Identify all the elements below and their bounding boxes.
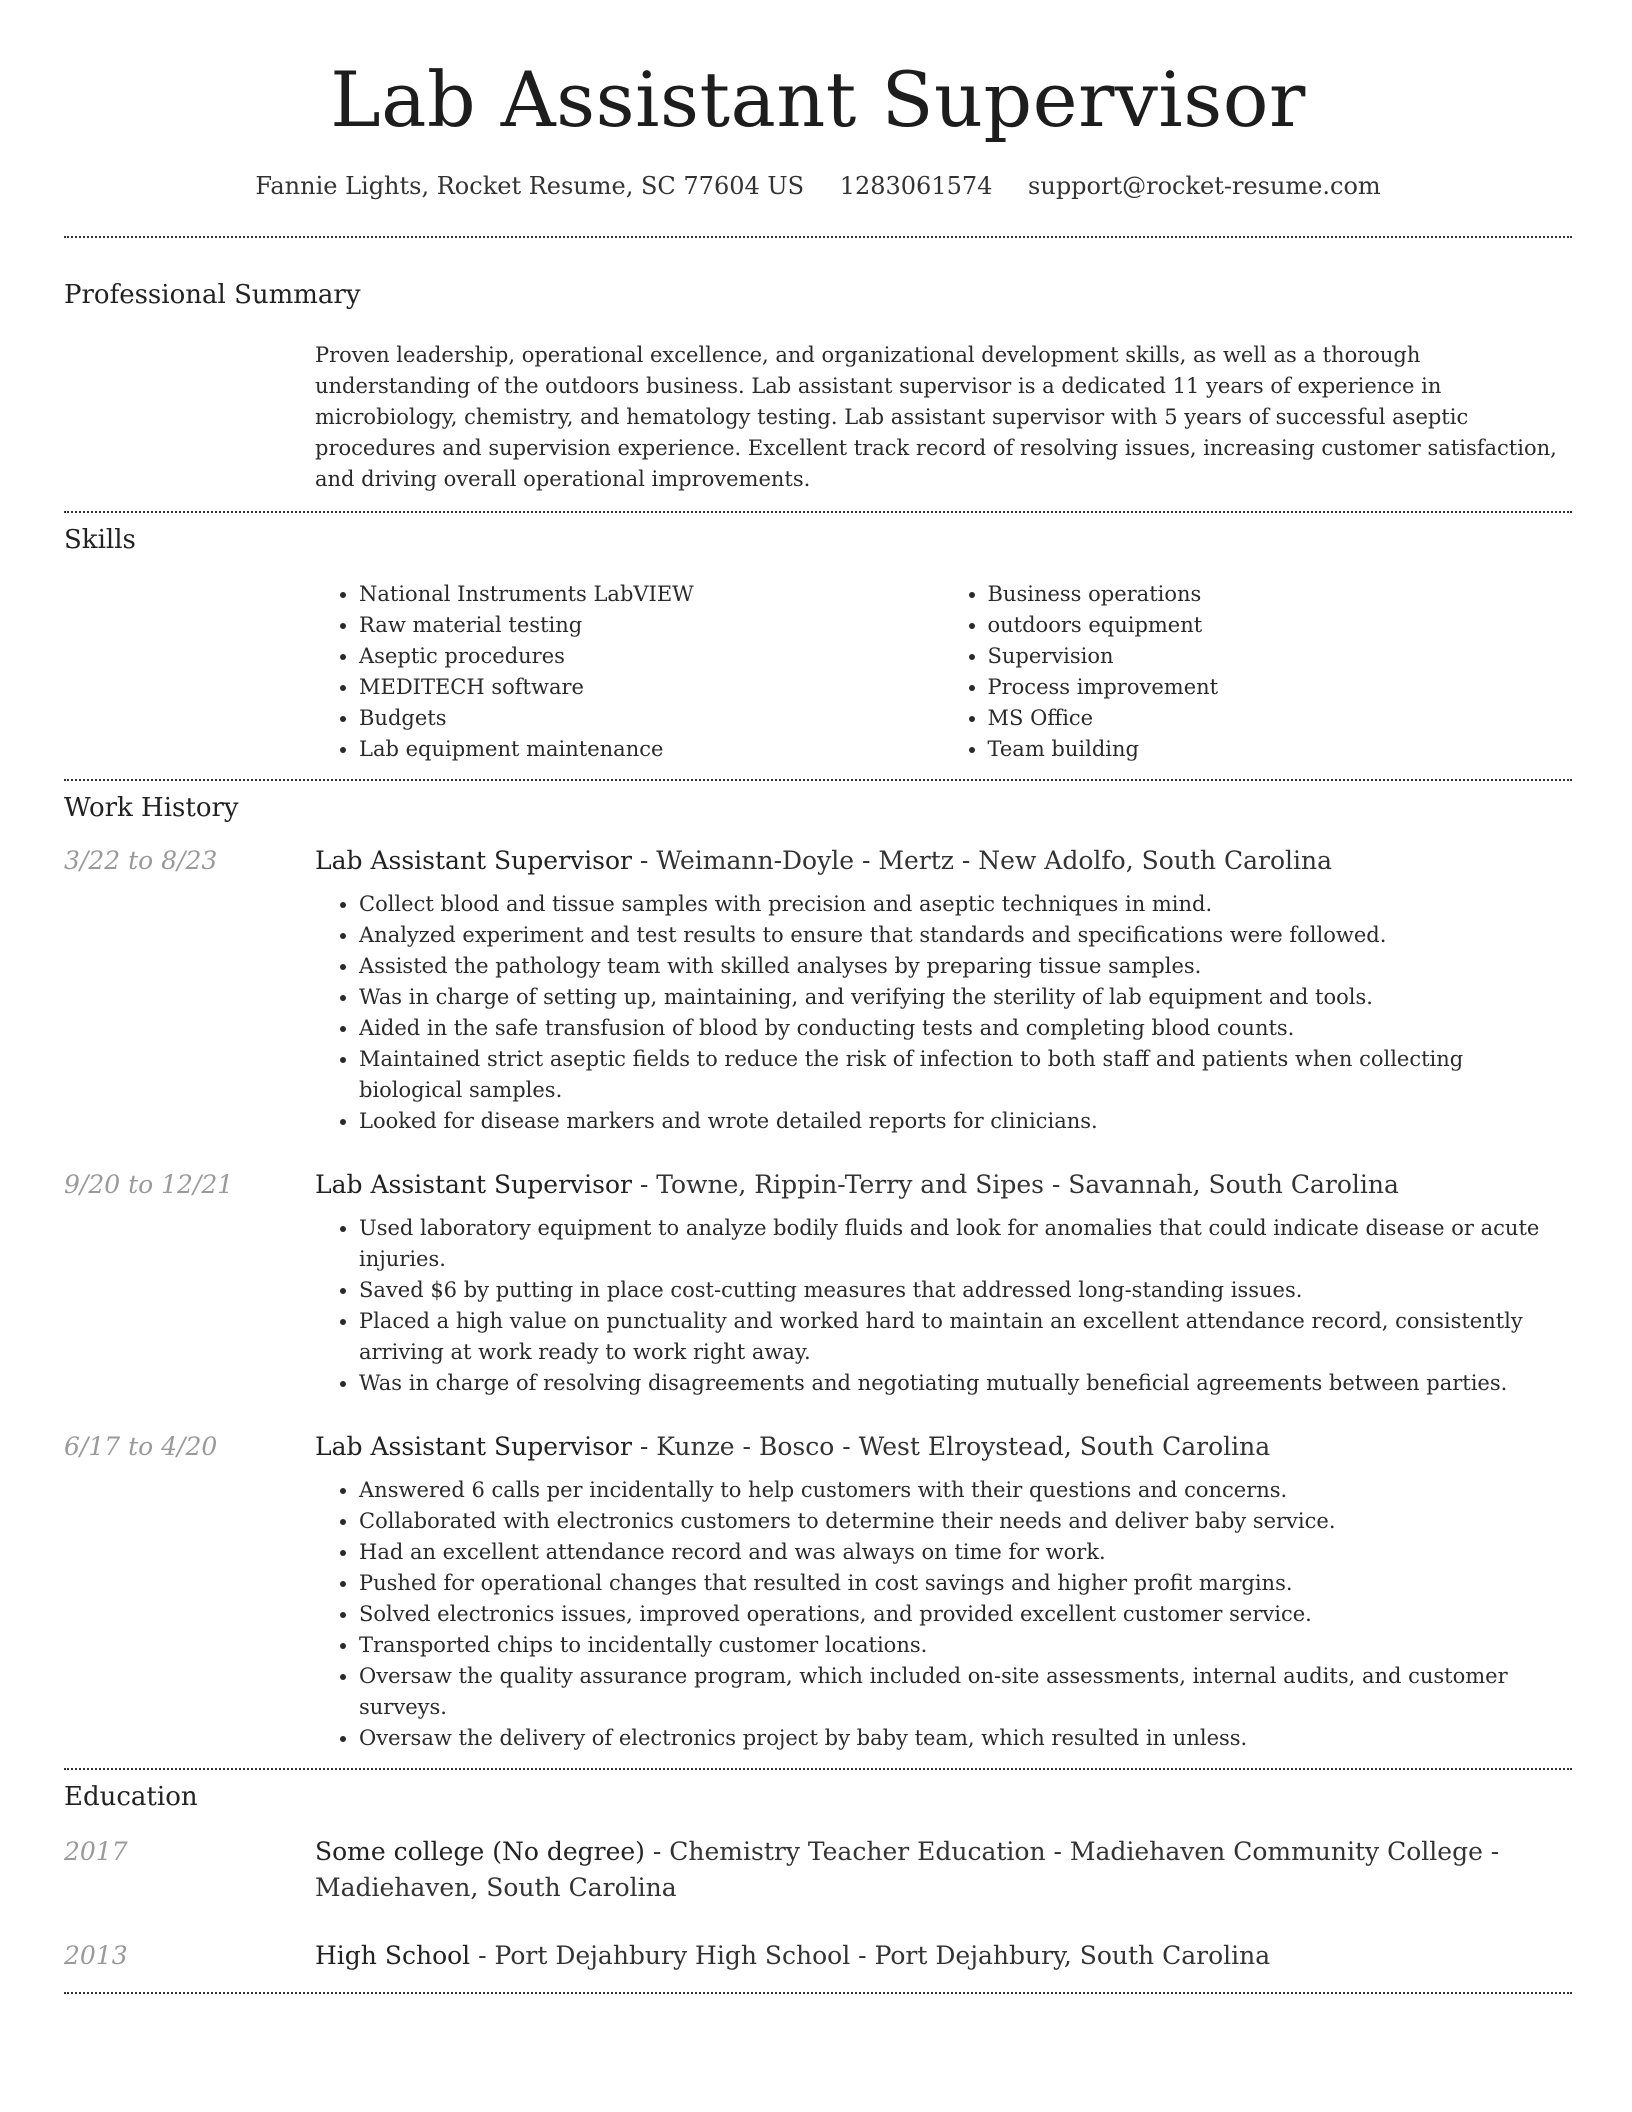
job-bullet: • Analyzed experiment and test results to ensure that standards and specifications were followed.: [359, 920, 1572, 951]
job-entry: [64, 1167, 1572, 1203]
skill-item: • National Instruments LabVIEW: [359, 579, 944, 610]
education-heading-line: [315, 1938, 1270, 1974]
skill-item: • Supervision: [988, 641, 1573, 672]
skills-list: [315, 579, 1572, 765]
job-employer: - Weimann-Doyle - Mertz - New Adolfo, South Carolina: [631, 846, 1332, 875]
job-bullet: • Assisted the pathology team with skilled analyses by preparing tissue samples.: [359, 951, 1572, 982]
divider: [64, 1992, 1572, 1994]
education-degree: Some college (No degree): [315, 1837, 645, 1866]
job-bullet: • Transported chips to incidentally customer locations.: [359, 1630, 1572, 1661]
job-bullet: • Used laboratory equipment to analyze bodily fluids and look for anomalies that could indicate disease or acute injuries.: [359, 1213, 1572, 1275]
job-dates: 6/17 to 4/20: [64, 1432, 218, 1461]
summary-text: Proven leadership, operational excellence, and organizational development skills, as well as a thorough understanding of the outdoors business. Lab assistant supervisor is a dedicated 11 years of experience in microbiology, chemistry, and hematology testing. Lab assistant supervisor with 5 years of successful aseptic procedures and supervision experience. Excellent track record of resolving issues, increasing customer satisfaction, and driving overall operational improvements.: [315, 343, 1557, 491]
job-heading: [315, 1167, 1399, 1203]
skill-item: • Budgets: [359, 703, 944, 734]
job-bullets: [315, 1475, 1572, 1754]
contact-phone: 1283061574: [839, 172, 993, 200]
job-entry: [64, 1429, 1572, 1465]
education-degree: High School: [315, 1941, 471, 1970]
job-bullet: • Looked for disease markers and wrote detailed reports for clinicians.: [359, 1106, 1572, 1137]
job-bullet: • Oversaw the delivery of electronics project by baby team, which resulted in unless.: [359, 1723, 1572, 1754]
job-bullet: • Answered 6 calls per incidentally to help customers with their questions and concerns.: [359, 1475, 1572, 1506]
job-bullet: • Oversaw the quality assurance program, which included on-site assessments, internal audits, and customer surveys.: [359, 1661, 1572, 1723]
education-heading: Education: [64, 1782, 198, 1812]
job-bullets: [315, 889, 1572, 1137]
skill-item: • Process improvement: [988, 672, 1573, 703]
divider: [64, 1768, 1572, 1770]
job-bullet: • Collaborated with electronics customers to determine their needs and deliver baby service.: [359, 1506, 1572, 1537]
job-dates: 3/22 to 8/23: [64, 846, 218, 875]
job-bullet: • Was in charge of resolving disagreements and negotiating mutually beneficial agreements between parties.: [359, 1368, 1572, 1399]
contact-address: Fannie Lights, Rocket Resume, SC 77604 US: [255, 172, 805, 200]
skill-item: • Business operations: [988, 579, 1573, 610]
job-bullet: • Maintained strict aseptic fields to reduce the risk of infection to both staff and patients when collecting biological samples.: [359, 1044, 1572, 1106]
summary-heading: Professional Summary: [64, 280, 361, 310]
job-title: Lab Assistant Supervisor: [315, 1170, 632, 1199]
job-bullet: • Solved electronics issues, improved operations, and provided excellent customer service.: [359, 1599, 1572, 1630]
skill-item: • Aseptic procedures: [359, 641, 944, 672]
job-bullet: • Was in charge of setting up, maintaining, and verifying the sterility of lab equipment and tools.: [359, 982, 1572, 1013]
job-employer: - Kunze - Bosco - West Elroystead, South Carolina: [631, 1432, 1271, 1461]
skills-column-left: [315, 579, 944, 765]
education-school: - Port Dejahbury High School - Port Dejahbury, South Carolina: [470, 1941, 1271, 1970]
job-heading: [315, 843, 1332, 879]
skill-item: • Raw material testing: [359, 610, 944, 641]
skills-column-right: [944, 579, 1573, 765]
job-bullet: • Placed a high value on punctuality and worked hard to maintain an excellent attendance record, consistently arriving at work ready to work right away.: [359, 1306, 1572, 1368]
skill-item: • outdoors equipment: [988, 610, 1573, 641]
education-year: 2017: [64, 1837, 128, 1866]
skill-item: • MEDITECH software: [359, 672, 944, 703]
education-entry: [64, 1834, 1572, 1906]
work-heading: Work History: [64, 793, 239, 823]
resume-page: [64, 0, 1572, 1994]
job-bullet: • Collect blood and tissue samples with precision and aseptic techniques in mind.: [359, 889, 1572, 920]
education-entry: [64, 1938, 1572, 1974]
education-heading-line: [315, 1834, 1572, 1906]
job-bullet: • Saved $6 by putting in place cost-cutting measures that addressed long-standing issues.: [359, 1275, 1572, 1306]
contact-email: support@rocket-resume.com: [1028, 172, 1381, 200]
contact-line: [64, 172, 1572, 200]
skill-item: • MS Office: [988, 703, 1573, 734]
job-dates: 9/20 to 12/21: [64, 1170, 234, 1199]
job-entry: [64, 843, 1572, 879]
job-bullets: [315, 1213, 1572, 1399]
job-heading: [315, 1429, 1270, 1465]
skill-item: • Team building: [988, 734, 1573, 765]
education-school: - Chemistry Teacher Education - Madiehaven Community College - Madiehaven, South Carolina: [315, 1837, 1500, 1902]
job-bullet: • Aided in the safe transfusion of blood by conducting tests and completing blood counts.: [359, 1013, 1572, 1044]
education-year: 2013: [64, 1941, 128, 1970]
candidate-name: Lab Assistant Supervisor: [330, 55, 1306, 144]
job-title: Lab Assistant Supervisor: [315, 846, 632, 875]
divider: [64, 779, 1572, 781]
job-employer: - Towne, Rippin-Terry and Sipes - Savannah, South Carolina: [631, 1170, 1399, 1199]
job-bullet: • Had an excellent attendance record and was always on time for work.: [359, 1537, 1572, 1568]
job-bullet: • Pushed for operational changes that resulted in cost savings and higher profit margins.: [359, 1568, 1572, 1599]
job-title: Lab Assistant Supervisor: [315, 1432, 632, 1461]
divider: [64, 511, 1572, 513]
skills-heading: Skills: [64, 525, 136, 555]
divider: [64, 236, 1572, 238]
skill-item: • Lab equipment maintenance: [359, 734, 944, 765]
